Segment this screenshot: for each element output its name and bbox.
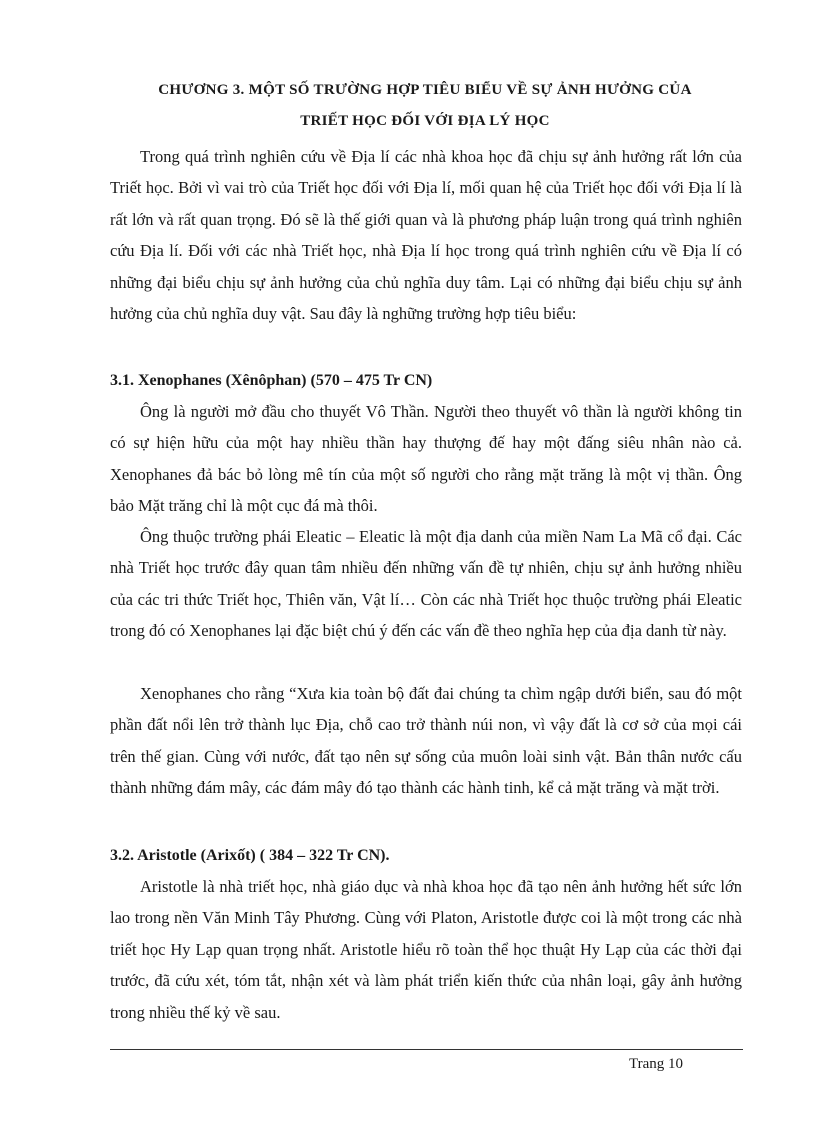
page-number: Trang 10 xyxy=(629,1056,684,1072)
section-heading-3-2: 3.2. Aristotle (Arixốt) ( 384 – 322 Tr CN). xyxy=(110,847,390,864)
intro-paragraph: Trong quá trình nghiên cứu về Địa lí các nhà khoa học đã chịu sự ảnh hưởng rất lớn của Triết học. Bởi vì vai trò của Triết học đối với Địa lí, mối quan hệ của Triết học đối với Địa lí là rất lớn và rất quan trọng. Đó sẽ là thế giới quan và là phương pháp luận trong quá trình nghiên cứu Địa lí. Đối với các nhà Triết học, nhà Địa lí học trong quá trình nghiên cứu về Địa lí có những đại biểu chịu sự ảnh hưởng của chủ nghĩa duy tâm. Lại có những đại biểu chịu sự ảnh hưởng của chủ nghĩa duy vật. Sau đây là nghững trường hợp tiêu biểu: xyxy=(110,147,742,324)
chapter-title-line1: CHƯƠNG 3. MỘT SỐ TRƯỜNG HỢP TIÊU BIỂU VỀ SỰ ẢNH HƯỞNG CỦA xyxy=(158,82,692,98)
section2-paragraph-1: Aristotle là nhà triết học, nhà giáo dục và nhà khoa học đã tạo nên ảnh hưởng hết sức lớn lao trong nền Văn Minh Tây Phương. Cùng với Platon, Aristotle được coi là một trong các nhà triết học Hy Lạp quan trọng nhất. Aristotle hiểu rõ toàn thể học thuật Hy Lạp của các thời đại trước, đã cứu xét, tóm tắt, nhận xét và làm phát triển kiến thức của nhân loại, gây ảnh hưởng trong nhiều thế kỷ về sau. xyxy=(110,877,742,1022)
section1-paragraph-3: Xenophanes cho rằng “Xưa kia toàn bộ đất đai chúng ta chìm ngập dưới biển, sau đó một phần đất nổi lên trở thành lục Địa, chỗ cao trở thành núi non, vì vậy đất là cơ sở của mọi cái trên thế gian. Cùng với nước, đất tạo nên sự sống của muôn loài sinh vật. Bản thân nước cấu thành những đám mây, các đám mây đó tạo thành các hành tinh, kể cả mặt trăng và mặt trời. xyxy=(110,684,742,798)
section1-paragraph-1: Ông là người mở đầu cho thuyết Vô Thần. Người theo thuyết vô thần là người không tin có sự hiện hữu của một hay nhiều thần hay thượng đế hay một đấng siêu nhân nào cả. Xenophanes đả bác bỏ lòng mê tín của một số người cho rằng mặt trăng là một vị thần. Ông bảo Mặt trăng chỉ là một cục đá mà thôi. xyxy=(110,402,742,516)
chapter-title-line2: TRIẾT HỌC ĐỐI VỚI ĐỊA LÝ HỌC xyxy=(300,113,550,129)
section-heading-3-1: 3.1. Xenophanes (Xênôphan) (570 – 475 Tr CN) xyxy=(110,372,433,389)
section1-paragraph-2: Ông thuộc trường phái Eleatic – Eleatic là một địa danh của miền Nam La Mã cổ đại. Các nhà Triết học trước đây quan tâm nhiều đến những vấn đề tự nhiên, chịu sự ảnh hưởng nhiều của các tri thức Triết học, Thiên văn, Vật lí… Còn các nhà Triết học thuộc trường phái Eleatic trong đó có Xenophanes lại đặc biệt chú ý đến các vấn đề theo nghĩa hẹp của địa danh từ này. xyxy=(110,527,742,641)
footer-rule xyxy=(110,1049,743,1050)
